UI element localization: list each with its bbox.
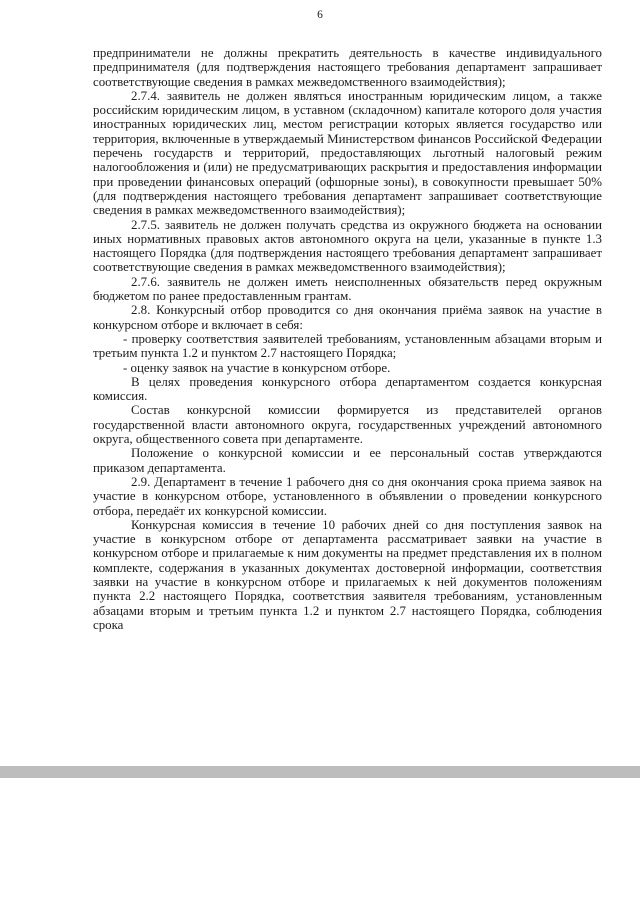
paragraph-commission-review: Конкурсная комиссия в течение 10 рабочих дней со дня поступления заявок на участие в конкурсном отборе от департамента рассматривает заявки на участие в конкурсном отборе и прилагаемые к ним документы на предмет представления их в полном комплекте, содержания в указанных документах достоверной информации, соответствия заявки на участие в конкурсном отборе и прилагаемых к ней документов положениям пункта 2.2 настоящего Порядка, соответствия заявителя требованиям, установленным абзацами вторым и третьим пункта 1.2 и пунктом 2.7 настоящего Порядка, соблюдения срока <box>93 517 602 632</box>
paragraph-2-9: 2.9. Департамент в течение 1 рабочего дня со дня окончания срока приема заявок на участие в конкурсном отборе, установленного в объявлении о проведении конкурсного отбора, передаёт их конкурсной комиссии. <box>93 474 602 518</box>
list-item-evaluation: - оценку заявок на участие в конкурсном отборе. <box>123 360 391 375</box>
paragraph-2-7-4: 2.7.4. заявитель не должен являться иностранным юридическим лицом, а также российским юридическим лицом, в уставном (складочном) капитале которого доля участия иностранных юридических лиц, местом регистрации которых является государство или территория, включенные в утверждаемый Министерством финансов Российской Федерации перечень государств и территорий, предоставляющих льготный налоговый режим налогообложения и (или) не предусматривающих раскрытия и предоставления информации при проведении финансовых операций (офшорные зоны), в совокупности превышает 50% (для подтверждения настоящего требования департамент запрашивает соответствующие сведения в рамках межведомственного взаимодействия); <box>93 88 602 218</box>
page-number: 6 <box>317 9 323 21</box>
paragraph-commission-regulation: Положение о конкурсной комиссии и ее персональный состав утверждаются приказом департамента. <box>93 446 602 475</box>
paragraph-commission-created: В целях проведения конкурсного отбора департаментом создается конкурсная комиссия. <box>93 374 602 404</box>
paragraph-2-7-5: 2.7.5. заявитель не должен получать средства из окружного бюджета на основании иных нормативных правовых актов автономного округа на цели, указанные в пункте 1.3 настоящего Порядка (для подтверждения настоящего требования департамент запрашивает соответствующие сведения в рамках межведомственного взаимодействия); <box>93 217 602 275</box>
paragraph-continuation: предприниматели не должны прекратить деятельность в качестве индивидуального предпринимателя (для подтверждения настоящего требования департамент запрашивает соответствующие сведения в рамках межведомственного взаимодействия); <box>93 46 602 89</box>
list-item-check: - проверку соответствия заявителей требованиям, установленным абзацами вторым и третьим пункта 1.2 и пунктом 2.7 настоящего Порядка; <box>93 331 602 361</box>
paragraph-commission-composition: Состав конкурсной комиссии формируется из представителей органов государственной власти автономного округа, государственных учреждений автономного округа, общественного совета при департаменте. <box>93 403 602 447</box>
paragraph-2-7-6: 2.7.6. заявитель не должен иметь неисполненных обязательств перед окружным бюджетом по ранее предоставленным грантам. <box>93 274 602 304</box>
paragraph-2-8: 2.8. Конкурсный отбор проводится со дня окончания приёма заявок на участие в конкурсном отборе и включает в себя: <box>93 303 602 332</box>
document-body <box>93 46 602 632</box>
blank-area <box>0 778 640 905</box>
scan-edge-band <box>0 766 640 778</box>
